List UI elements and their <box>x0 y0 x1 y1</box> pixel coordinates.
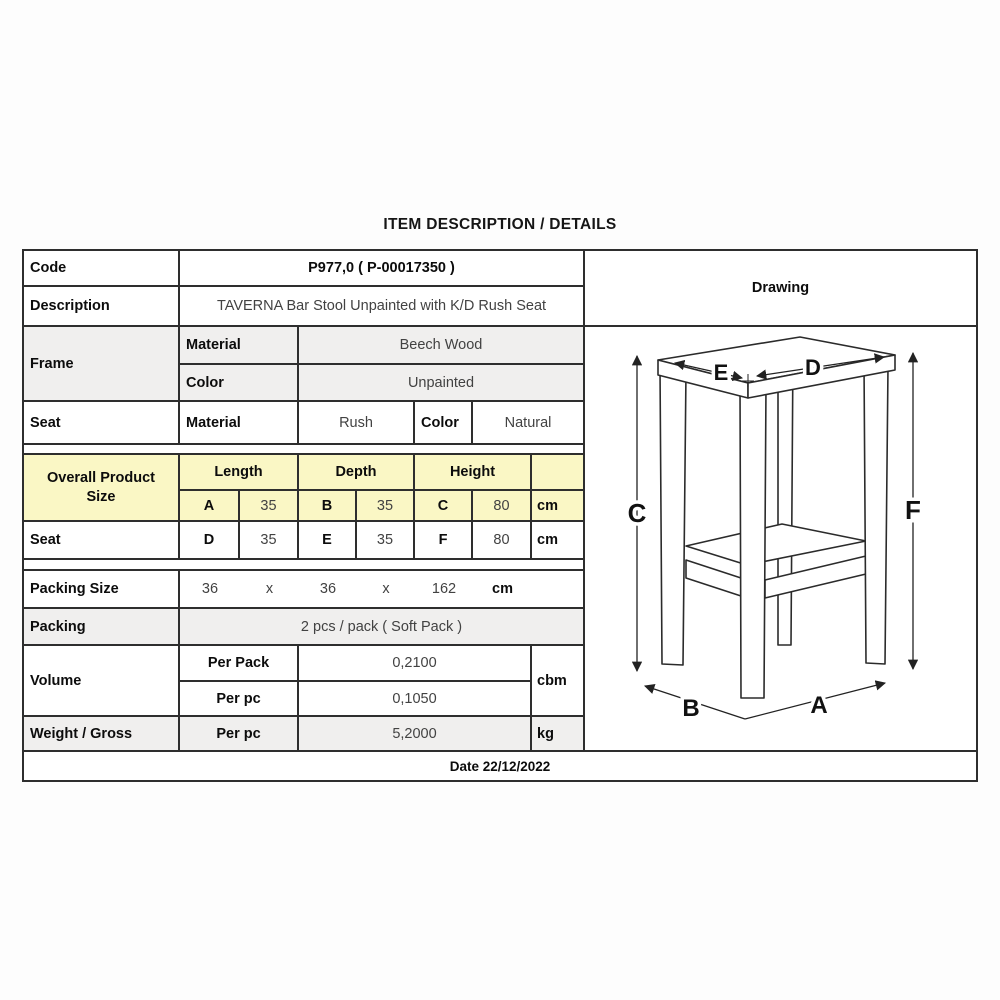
packing-size-label: Packing Size <box>24 571 178 607</box>
dim-label-c: C <box>627 498 647 528</box>
packing-label: Packing <box>24 609 178 644</box>
seat-material-label: Material <box>180 402 297 443</box>
frame-material-value: Beech Wood <box>299 327 583 363</box>
drawing-panel <box>585 327 976 750</box>
overall-size-label: Overall Product Size <box>24 455 178 520</box>
size-header-length: Length <box>180 455 297 489</box>
volume-per-pack-label: Per Pack <box>180 646 297 680</box>
size-header-depth: Depth <box>299 455 413 489</box>
size-letter-c: C <box>415 491 471 520</box>
code-value: P977,0 ( P-00017350 ) <box>180 251 583 285</box>
frame-material-label: Material <box>180 327 297 363</box>
size-letter-e: E <box>299 522 355 558</box>
date-row: Date 22/12/2022 <box>24 752 976 780</box>
weight-unit: kg <box>532 717 583 750</box>
packing-size-dim1: 36 <box>201 581 219 597</box>
packing-size-x2: x <box>382 581 390 597</box>
page-title: ITEM DESCRIPTION / DETAILS <box>383 216 617 233</box>
frame-label: Frame <box>24 327 178 400</box>
size-value-f: 80 <box>473 522 530 558</box>
size-letter-a: A <box>180 491 238 520</box>
drawing-header: Drawing <box>585 251 976 325</box>
separator-row <box>24 445 583 453</box>
dim-label-b: B <box>682 695 700 722</box>
separator-row <box>24 560 583 569</box>
volume-per-pack-value: 0,2100 <box>299 646 530 680</box>
frame-color-label: Color <box>180 365 297 400</box>
bar-stool-drawing <box>585 327 976 750</box>
frame-color-value: Unpainted <box>299 365 583 400</box>
weight-per-pc-label: Per pc <box>180 717 297 750</box>
dim-label-f: F <box>905 495 921 525</box>
volume-per-pc-label: Per pc <box>180 682 297 715</box>
seat-label: Seat <box>24 402 178 443</box>
weight-value: 5,2000 <box>299 717 530 750</box>
volume-label: Volume <box>24 646 178 715</box>
volume-unit: cbm <box>532 646 583 715</box>
size-letter-b: B <box>299 491 355 520</box>
size-value-b: 35 <box>357 491 413 520</box>
stool-structure <box>658 337 895 698</box>
size-value-e: 35 <box>357 522 413 558</box>
packing-size-dim3: 162 <box>431 581 457 597</box>
size-value-c: 80 <box>473 491 530 520</box>
packing-size-x1: x <box>265 581 274 597</box>
seat-material-value: Rush <box>299 402 413 443</box>
dim-label-d: D <box>805 355 821 380</box>
size-value-a: 35 <box>240 491 297 520</box>
spec-table <box>22 249 978 782</box>
packing-size-unit: cm <box>492 581 513 597</box>
weight-label: Weight / Gross <box>24 717 178 750</box>
description-value: TAVERNA Bar Stool Unpainted with K/D Rush Seat <box>180 287 583 325</box>
size-letter-d: D <box>180 522 238 558</box>
seat-color-label: Color <box>415 402 471 443</box>
size-header-unit-blank <box>532 455 583 489</box>
seat-size-label: Seat <box>24 522 178 558</box>
size-unit-2: cm <box>532 522 583 558</box>
dim-label-a: A <box>810 692 828 719</box>
code-label: Code <box>24 251 178 285</box>
packing-size-value <box>180 571 583 607</box>
dim-label-e: E <box>713 360 729 385</box>
description-label: Description <box>24 287 178 325</box>
size-letter-f: F <box>415 522 471 558</box>
size-value-d: 35 <box>240 522 297 558</box>
volume-per-pc-value: 0,1050 <box>299 682 530 715</box>
seat-color-value: Natural <box>473 402 583 443</box>
packing-size-dim2: 36 <box>319 581 337 597</box>
packing-value: 2 pcs / pack ( Soft Pack ) <box>180 609 583 644</box>
size-header-height: Height <box>415 455 530 489</box>
size-unit-1: cm <box>532 491 583 520</box>
